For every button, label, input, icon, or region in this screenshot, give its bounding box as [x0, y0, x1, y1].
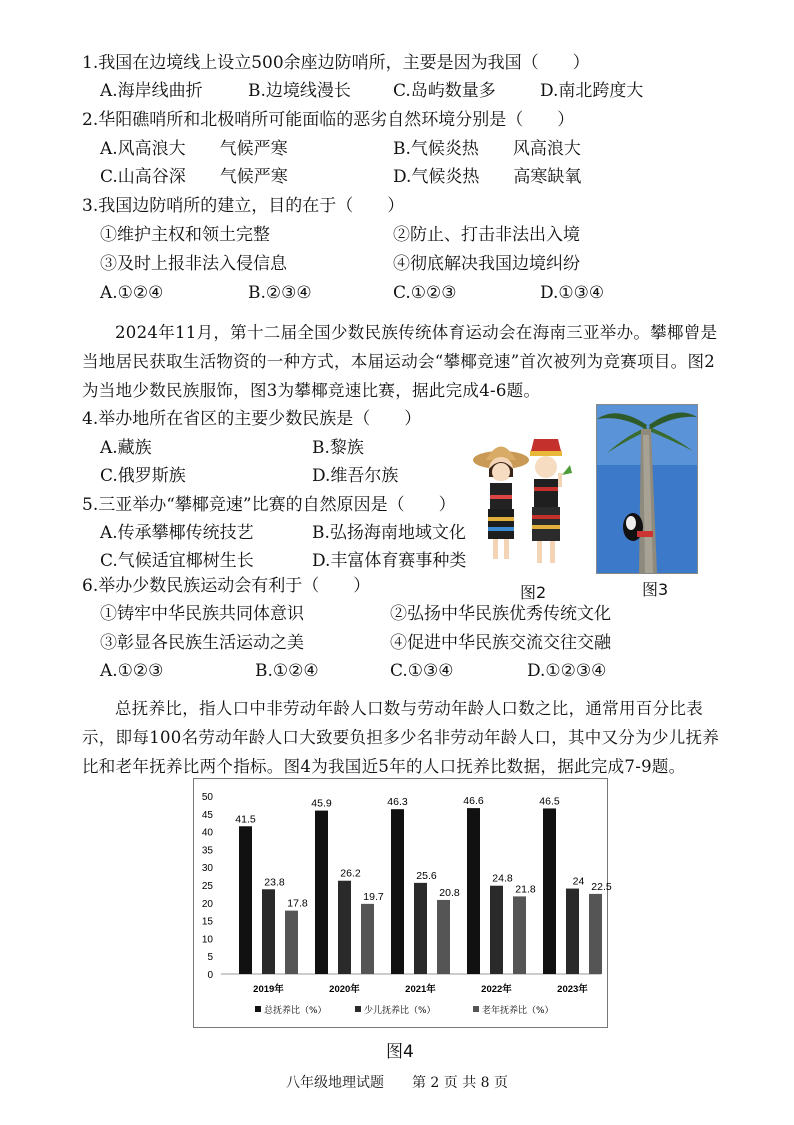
- q5-option-c: C.气候适宜椰树生长: [100, 551, 254, 571]
- q4-option-c: C.俄罗斯族: [100, 466, 186, 486]
- q4-option-d: D.维吾尔族: [312, 466, 399, 486]
- bar-data-label: 24.8: [492, 872, 513, 885]
- x-tick-label: 2022年: [481, 984, 512, 995]
- q1-option-b: B.边境线漫长: [248, 81, 351, 101]
- q6-item-1: ①铸牢中华民族共同体意识: [100, 604, 304, 624]
- bar-total: [315, 811, 328, 974]
- y-tick-label: 30: [201, 863, 213, 875]
- legend-label: 老年抚养比（%）: [482, 1006, 554, 1016]
- q6-item-4: ④促进中华民族交流交往交融: [390, 633, 611, 653]
- bar-total: [391, 809, 404, 974]
- q1-option-d: D.南北跨度大: [540, 81, 644, 101]
- bar-data-label: 19.7: [363, 890, 384, 903]
- bar-data-label: 46.6: [463, 795, 484, 808]
- bar-elder: [589, 894, 602, 974]
- q3-stem: 3.我国边防哨所的建立，目的在于（ ）: [82, 196, 405, 216]
- passage-1: 2024年11月，第十二届全国少数民族传统体育运动会在海南三亚举办。攀椰曾是当地居民获取生活物资的一种方式，本届运动会“攀椰竞速”首次被列为竞赛项目。图2为当地少数民族服饰，图3为攀椰竞速比赛，据此完成4-6题。: [82, 323, 718, 400]
- figure-2-caption: 图2: [520, 583, 547, 602]
- passage-2: 总抚养比，指人口中非劳动年龄人口数与劳动年龄人口数之比，通常用百分比表示，即每100名劳动年龄人口大致要负担多少名非劳动年龄人口，其中又分为少儿抚养比和老年抚养比两个指标。图4为我国近5年的人口抚养比数据，据此完成7-9题。: [82, 699, 720, 776]
- q2-stem: 2.华阳礁哨所和北极哨所可能面临的恶劣自然环境分别是（ ）: [82, 110, 575, 130]
- bar-total: [239, 826, 252, 974]
- bar-data-label: 26.2: [340, 867, 361, 880]
- bar-total: [543, 808, 556, 974]
- x-tick-label: 2019年: [253, 984, 284, 995]
- q4-option-b: B.黎族: [312, 438, 364, 458]
- q4-option-a: A.藏族: [100, 438, 152, 458]
- y-tick-label: 5: [207, 952, 213, 964]
- q2-option-d: D.气候炎热 高寒缺氧: [393, 167, 582, 187]
- q3-item-2: ②防止、打击非法出入境: [393, 225, 580, 245]
- bar-data-label: 46.3: [387, 796, 408, 809]
- legend-swatch: [255, 1006, 261, 1012]
- y-tick-label: 15: [201, 916, 213, 928]
- bar-data-label: 23.8: [264, 876, 285, 889]
- bar-data-label: 45.9: [311, 797, 332, 810]
- bar-data-label: 24: [572, 875, 585, 888]
- y-tick-label: 50: [201, 792, 213, 803]
- q5-stem: 5.三亚举办“攀椰竞速”比赛的自然原因是（ ）: [82, 495, 456, 515]
- bar-child: [566, 889, 579, 974]
- q6-option-b: B.①②④: [255, 661, 319, 681]
- figure-3-climbing-photo: [596, 404, 698, 574]
- y-tick-label: 45: [201, 809, 213, 821]
- q1-option-c: C.岛屿数量多: [393, 81, 496, 101]
- q2-option-a: A.风高浪大 气候严寒: [100, 139, 288, 159]
- bar-child: [414, 883, 427, 974]
- y-tick-label: 25: [201, 881, 213, 892]
- q3-option-b: B.②③④: [248, 283, 312, 303]
- bar-data-label: 46.5: [539, 795, 560, 808]
- q6-option-c: C.①③④: [390, 661, 454, 681]
- q3-option-a: A.①②④: [100, 283, 164, 303]
- q5-option-d: D.丰富体育赛事种类: [312, 551, 467, 571]
- q3-item-1: ①维护主权和领土完整: [100, 225, 270, 245]
- q1-stem: 1.我国在边境线上设立500余座边防哨所，主要是因为我国（ ）: [82, 53, 590, 73]
- bar-data-label: 41.5: [235, 813, 256, 826]
- q1-option-a: A.海岸线曲折: [100, 81, 203, 101]
- q3-item-3: ③及时上报非法入侵信息: [100, 254, 287, 274]
- x-tick-label: 2023年: [557, 984, 588, 995]
- q6-item-2: ②弘扬中华民族优秀传统文化: [390, 604, 611, 624]
- q5-option-a: A.传承攀椰传统技艺: [100, 523, 254, 543]
- x-tick-label: 2021年: [405, 984, 436, 995]
- legend-swatch: [473, 1006, 479, 1012]
- bar-elder: [285, 911, 298, 974]
- q3-option-d: D.①③④: [540, 283, 605, 303]
- q6-option-a: A.①②③: [100, 661, 164, 681]
- bar-data-label: 21.8: [515, 883, 536, 896]
- bar-child: [262, 889, 275, 974]
- bar-data-label: 25.6: [416, 869, 437, 882]
- q2-option-b: B.气候炎热 风高浪大: [393, 139, 581, 159]
- y-tick-label: 0: [207, 970, 213, 981]
- bar-elder: [513, 896, 526, 974]
- q6-stem: 6.举办少数民族运动会有利于（ ）: [82, 576, 371, 596]
- page-footer: 八年级地理试题 第 2 页 共 8 页: [285, 1075, 509, 1091]
- bar-data-label: 20.8: [439, 886, 460, 899]
- y-tick-label: 10: [201, 934, 213, 946]
- figure-3-caption: 图3: [642, 580, 669, 599]
- legend-swatch: [355, 1006, 361, 1012]
- bar-total: [467, 808, 480, 974]
- q4-stem: 4.举办地所在省区的主要少数民族是（ ）: [82, 409, 422, 429]
- figure-4-dependency-ratio-chart: [193, 778, 612, 1028]
- q3-option-c: C.①②③: [393, 283, 457, 303]
- figure-4-caption: 图4: [386, 1042, 414, 1062]
- y-tick-label: 20: [201, 898, 213, 910]
- bar-child: [490, 886, 503, 974]
- bar-elder: [361, 904, 374, 974]
- figure-2-costume-image: [466, 425, 586, 575]
- q5-option-b: B.弘扬海南地域文化: [312, 523, 466, 543]
- y-tick-label: 35: [201, 845, 213, 857]
- q3-item-4: ④彻底解决我国边境纠纷: [393, 254, 580, 274]
- legend-label: 总抚养比（%）: [264, 1006, 327, 1016]
- y-tick-label: 40: [201, 827, 213, 839]
- x-tick-label: 2020年: [329, 984, 360, 995]
- bar-data-label: 17.8: [287, 897, 308, 910]
- bar-child: [338, 881, 351, 974]
- q2-option-c: C.山高谷深 气候严寒: [100, 167, 288, 187]
- bar-data-label: 22.5: [591, 880, 612, 893]
- legend-label: 少儿抚养比（%）: [364, 1006, 436, 1016]
- q6-item-3: ③彰显各民族生活运动之美: [100, 633, 304, 653]
- q6-option-d: D.①②③④: [527, 661, 607, 681]
- bar-elder: [437, 900, 450, 974]
